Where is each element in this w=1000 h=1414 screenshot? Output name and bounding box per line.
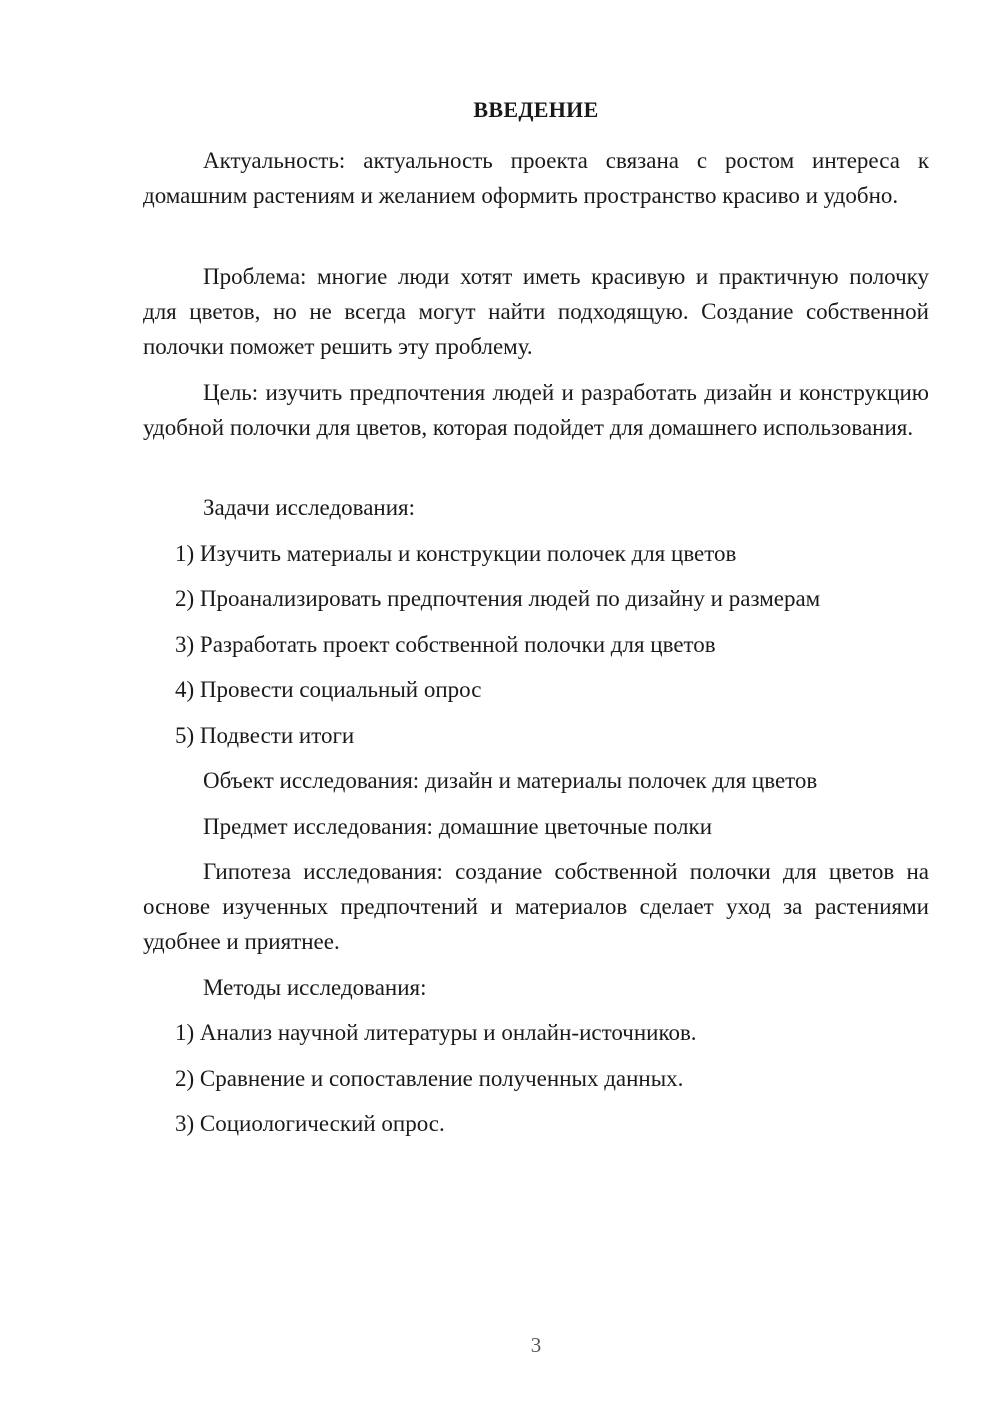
subject-line: Предмет исследования: домашние цветочные полки: [203, 814, 712, 839]
object-line: Объект исследования: дизайн и материалы полочек для цветов: [203, 768, 818, 793]
relevance-paragraph: Актуальность: актуальность проекта связана с ростом интереса к домашним растениям и желанием оформить пространство красиво и удобно.: [143, 148, 929, 208]
methods-heading: Методы исследования:: [203, 975, 427, 1000]
method-item: 1) Анализ научной литературы и онлайн-источников.: [175, 1020, 697, 1045]
hypothesis-paragraph: Гипотеза исследования: создание собственной полочки для цветов на основе изученных предпочтений и материалов сделает уход за растениями удобнее и приятнее.: [143, 859, 929, 954]
method-item: 2) Сравнение и сопоставление полученных данных.: [175, 1066, 684, 1091]
goal-paragraph: Цель: изучить предпочтения людей и разработать дизайн и конструкцию удобной полочки для цветов, которая подойдет для домашнего использования.: [143, 380, 929, 440]
page-title: ВВЕДЕНИЕ: [473, 97, 599, 122]
task-item: 5) Подвести итоги: [175, 723, 355, 748]
method-item: 3) Социологический опрос.: [175, 1111, 445, 1136]
task-item: 2) Проанализировать предпочтения людей по дизайну и размерам: [175, 586, 821, 611]
task-item: 4) Провести социальный опрос: [175, 677, 482, 702]
page-number: 3: [530, 1333, 542, 1357]
problem-paragraph: Проблема: многие люди хотят иметь красивую и практичную полочку для цветов, но не всегда могут найти подходящую. Создание собственной полочки поможет решить эту проблему.: [143, 264, 929, 359]
tasks-heading: Задачи исследования:: [203, 495, 416, 520]
task-item: 3) Разработать проект собственной полочки для цветов: [175, 632, 716, 657]
task-item: 1) Изучить материалы и конструкции полочек для цветов: [175, 541, 737, 566]
